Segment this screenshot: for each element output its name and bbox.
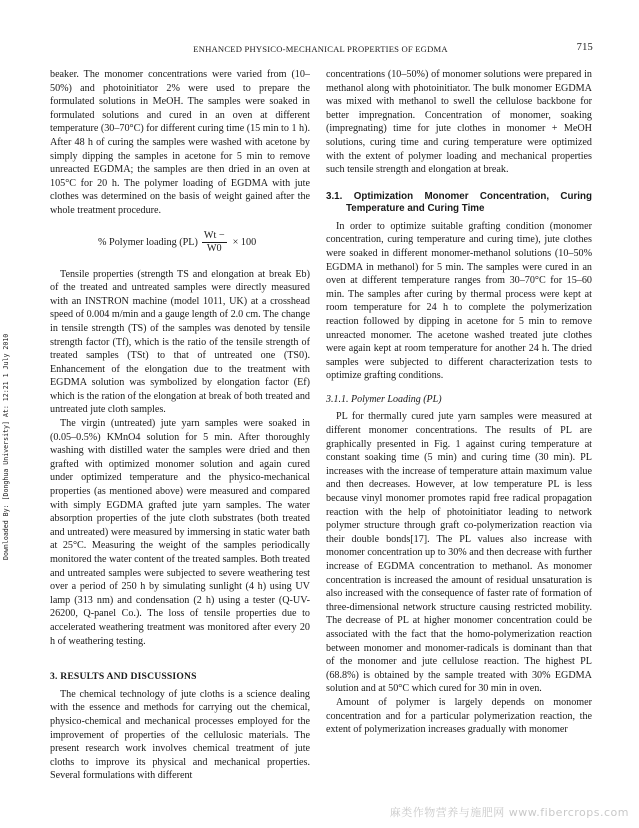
left-column: [50, 68, 310, 783]
paragraph: The virgin (untreated) jute yarn samples were soaked in (0.05–0.5%) KMnO4 solution for 5 min. After thoroughly washing with distilled water the samples were dried and then grafted with optimized monomer solution and again cured under optimized temperature and the physico-mechanical properties (as mentioned above) were measured and compared with simply EGDMA grafted jute yarn samples. The water absorption properties of the jute cloth substrates (both treated and untreated) were measured by immersing in static water bath at 25°C. Measuring the weight of the samples periodically monitored the water content of the treated samples. Both treated and untreated samples were subjected to severe weathering test over a period of 250 h by simulating sunlight (4 h) using UV lamp (313 nm) and condensation (2 h) using a tester (Q-UV-26200, Q-panel Co.). The loss of tensile properties due to accelerated weathering treatment was monitored after every 20 h of weathering testing.: [50, 418, 310, 647]
running-title: ENHANCED PHYSICO-MECHANICAL PROPERTIES OF EGDMA: [193, 44, 448, 54]
equation-numerator: Wt −: [203, 230, 225, 242]
equation-denominator: W0: [206, 243, 222, 255]
paragraph: In order to optimize suitable grafting condition (monomer concentration, curing temperature and curing time), jute clothes were soaked in different monomer-methanol solutions (10–50% EGDMA in methanol) for 5 min. The samples were cured in an oven at different temperature ranges from 30–70°C for 15–60 min. The samples after curing by thermal process were kept at room temperature for 24 h to complete the polymerization reaction followed by dipping in acetone for 5 min to remove unreacted monomer. The acetone washed treated jute clothes were again kept at room temperature for another 24 h. The dried samples were subjected to different characterization tests to optimize grafting conditions.: [326, 220, 592, 382]
paragraph: The chemical technology of jute cloths is a science dealing with the essence and methods for carrying out the chemical, physico-chemical and mechanical processes employed for the improvement of properties of the cellulosic materials. The present research work involves chemical treatment of jute cloths to improve its physical and mechanical properties. Several formulations with different: [50, 688, 310, 782]
paragraph: Amount of polymer is largely depends on monomer concentration and for a particular polymerization reaction, the extent of polymerization increases gradually with monomer: [326, 696, 592, 736]
page-number: 715: [576, 42, 593, 53]
equation-fraction: [202, 230, 227, 255]
section-heading: 3. RESULTS AND DISCUSSIONS: [50, 671, 197, 683]
polymer-loading-equation: [50, 228, 310, 258]
paragraph: PL for thermally cured jute yarn samples were measured at different monomer concentrations. The results of PL are graphically presented in Fig. 1 against curing temperature at constant soaking time (5 min) and curing time (30 min). PL increases with the increase of temperature attain maximum value and then decreases. However, at low temperature PL is less because vinyl monomer promotes rapid free radical propagation reaction with the help of photoinitiator leading to network polymer structure through graft co-polymerization reaction via their double bonds[17]. The PL values also increase with monomer concentration up to 30% and then decrease with further increase of EGDMA concentration to methanol. As monomer concentration is increased the amount of residual unsaturation is also increased with the consequence of faster rate of formation of three-dimensional network structure causing restricted mobility. The decrease of PL at higher monomer concentration could be associated with the fact that the homo-polymerization reaction between monomer and monomer-radicals is dominant than that of the monomer and jute cellulose reaction. The highest PL (68.8%) is obtained by the sample treated with 30% EGDMA solution and at 50°C which cured for 30 min in oven.: [326, 411, 592, 695]
paragraph: concentrations (10–50%) of monomer solutions were prepared in methanol along with photoinitiator. The bulk monomer EGDMA was mixed with methanol to swell the cellulose backbone for better impregnation. Concentration of monomer, soaking (impregnating) time for jute clothes in monomer + MeOH solutions, curing time and curing temperature were optimized with the extent of polymer loading and mechanical properties such tensile strength and elongation at break.: [326, 69, 592, 176]
right-column: [326, 68, 592, 737]
watermark: 麻类作物营养与施肥网 www.fibercrops.com: [389, 806, 629, 819]
paragraph: Tensile properties (strength TS and elongation at break Eb) of the treated and untreated samples were directly measured with an INSTRON machine (model 1011, UK) at a crosshead speed of 0.004 m/min and a gauge length of 2.0 cm. The change in tensile strength (TS) of the samples was denoted by tensile strength factor (Tf), which is the ratio of the tensile strength of treated samples (TSt) to that of untreated one (TS0). Enhancement of the elongation due to the treatment with EGDMA solution was symbolized by elongation factor (Ef) which is the ration of the elongation at break of both treated and untreated jute cloth samples.: [50, 268, 310, 416]
subsection-heading: 3.1. Optimization Monomer Concentration, Curing Temperature and Curing Time: [326, 190, 592, 215]
equation-multiplier: × 100: [232, 236, 257, 248]
download-stamp: Downloaded By: [Donghua University] At: 12:21 1 July 2010: [2, 333, 10, 560]
subsubsection-heading: 3.1.1. Polymer Loading (PL): [326, 393, 442, 405]
paragraph: beaker. The monomer concentrations were varied from (10–50%) and photoinitiator 2% were used to prepare the formulated solutions in MeOH. The samples were soaked in formulated solutions and cured in an oven at different temperature (30–70°C) for different curing time (15 min to 1 h). After 48 h of curing the samples were washed with acetone by simply dipping the samples in acetone for 5 min to remove unreacted EGDMA; the samples are then dried in an oven at 105°C for 20 h. The polymer loading of EGDMA with jute clothes was determined on the basis of weight gained after the whole treatment procedure.: [50, 69, 311, 216]
equation-lhs: % Polymer loading (PL): [98, 236, 198, 248]
running-head: [48, 44, 593, 58]
